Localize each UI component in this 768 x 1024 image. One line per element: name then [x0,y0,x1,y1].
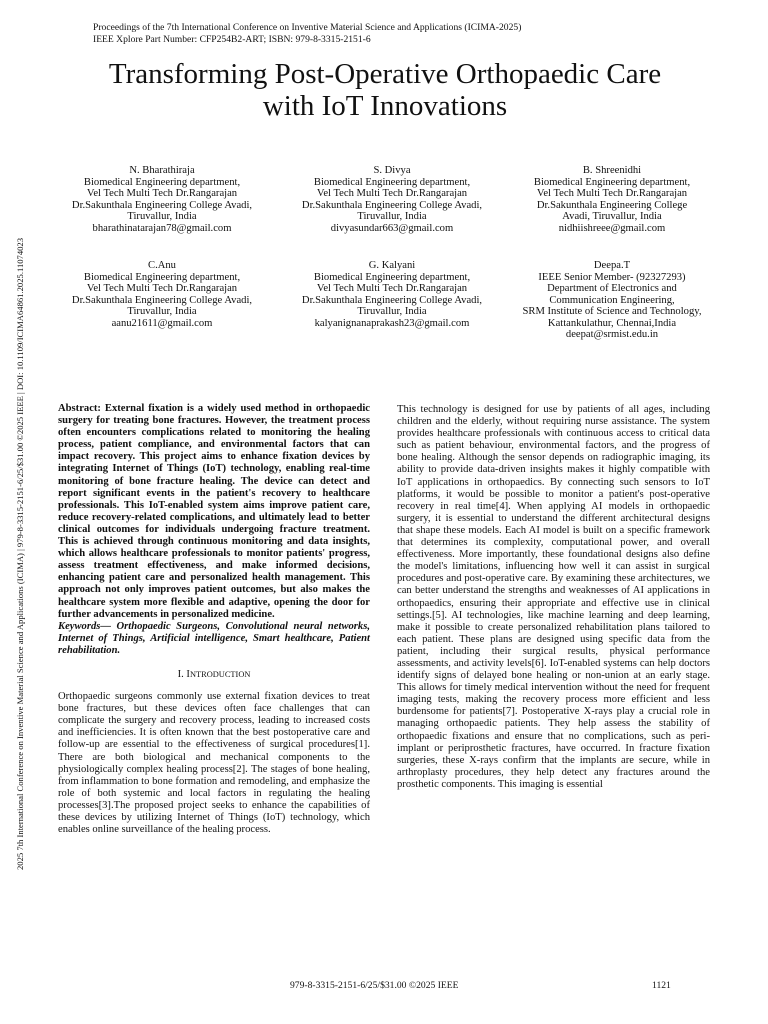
section-title-rest: NTRODUCTION [189,669,251,679]
author-affil: Vel Tech Multi Tech Dr.Rangarajan [86,188,238,199]
author-affil: Vel Tech Multi Tech Dr.Rangarajan [316,283,468,294]
author-dept: Biomedical Engineering department, [313,176,471,188]
author-location: Tiruvallur, India [127,211,197,222]
abstract: Abstract: External fixation is a widely used method in orthopaedic surgery for treating bone fractures. However, the treatment process often encounters complications related to monitoring the healing process, patient compliance, and environmental factors that can impact recovery. This project aims to enhance fixation devices by integrating Internet of Things (IoT) technology, enabling real-time monitoring of bone fracture healing. The device can detect and report significant events in the patient's recovery to healthcare professionals. This IoT-enabled system aims improve patient care, reduce recovery-related complications, and ultimately lead to better clinical outcomes for individuals undergoing fracture treatment. This is achieved through continuous monitoring and data insights, which allows healthcare professionals to monitor patients' progress, assess treatment effectiveness, and make informed decisions, enhancing patient care and personalized health management. This approach not only improves patient outcomes, but also makes the healthcare system more flexible and adaptive, opening the door for further advancements in personalized medicine. [58,403,370,620]
keywords: Keywords— Orthopaedic Surgeons, Convolutional neural networks, Internet of Things, Artificial intelligence, Smart healthcare, Patient rehabilitation. [58,620,370,656]
author-dept: Biomedical Engineering department, [313,271,471,283]
author-dept: Biomedical Engineering department, [533,176,691,188]
author-email: nidhiishreee@gmail.com [558,222,666,234]
section-heading-introduction [58,669,370,681]
author-email: aanu21611@gmail.com [111,317,213,329]
author-dept: Biomedical Engineering department, [83,271,241,283]
doi-sidebar: 2025 7th International Conference on Inventive Material Science and Applications (ICIMA) | 979-8-3315-2151-6/25/$31.00 ©2025 IEEE | DOI: 10.1109/ICIMA64861.2025.11074023 [15,237,25,870]
author-location: Tiruvallur, India [357,211,427,222]
author-affil: Dr.Sakunthala Engineering College [536,199,688,211]
right-column [397,404,710,791]
author-name: N. Bharathiraja [129,165,195,176]
author-location: Tiruvallur, India [127,306,197,317]
section-number: I. [177,668,184,680]
author-email: deepat@srmist.edu.in [565,329,659,340]
author-block [47,260,277,329]
header-line-2: IEEE Xplore Part Number: CFP254B2-ART; ISBN: 979-8-3315-2151-6 [93,34,371,45]
author-location: Avadi, Tiruvallur, India [562,211,662,222]
author-affil: SRM Institute of Science and Technology, [522,306,702,317]
header-line-1: Proceedings of the 7th International Conference on Inventive Material Science and Applications (ICIMA-2025) [93,22,522,33]
page-number: 1121 [652,980,671,991]
author-block [47,165,277,234]
author-affil: Vel Tech Multi Tech Dr.Rangarajan [86,283,238,294]
author-block [277,165,507,234]
author-affil: Dr.Sakunthala Engineering College Avadi, [301,294,483,306]
title-line-1: Transforming Post-Operative Orthopaedic Care [108,58,662,90]
title-line-2: with IoT Innovations [262,90,508,122]
author-block [497,165,727,234]
author-dept: Communication Engineering, [549,294,675,306]
paper-title [40,58,730,122]
author-email: kalyanignanaprakash23@gmail.com [314,317,470,329]
author-location: Kattankulathur, Chennai,India [547,317,677,329]
author-name: Deepa.T [593,260,631,271]
section-title-initial: I [186,668,190,680]
author-membership: IEEE Senior Member- (92327293) [538,271,686,283]
author-email: divyasundar663@gmail.com [330,222,454,234]
author-affil: Vel Tech Multi Tech Dr.Rangarajan [316,188,468,199]
proceedings-header [93,22,521,46]
author-affil: Dr.Sakunthala Engineering College Avadi, [71,294,253,306]
body-paragraph: This technology is designed for use by patients of all ages, including children and the elderly, without requiring nurse assistance. The system provides healthcare professionals with continuous access to critical data such as patient behaviour, environmental factors, and the progress of bone healing. Although the sensor depends on radiographic imaging, its ability to provide data-driven insights makes it highly compatible with IoT applications in orthopaedics. By connecting such sensors to IoT platforms, it would be possible to monitor a patient's post-operative recovery in real time[4]. When applying AI models in orthopaedic surgery, it is essential to understand the different architectural designs that shape these models. Each AI model is built on a specific framework that determines its complexity, computational power, and overall effectiveness. More importantly, these foundational designs also define the model's limitations, influencing how well it can assist in surgical procedures and post-operative care. By examining these architectures, we can better understand the strengths and weaknesses of AI applications in orthopaedics, ensuring their appropriate and effective use in clinical settings.[5]. AI technologies, like machine learning and deep learning, make it possible to create personalized rehabilitation plans tailored to each patient. These plans are designed using specific data from the patient, including their surgical results, physical performance assessments, and activity levels[6]. IoT-enabled systems can help doctors identify signs of delayed bone healing or non-union at an early stage. This allows for timely medical intervention without the need for frequent imaging tests, making the recovery process more efficient and less burdensome for patients[7]. Postoperative X-rays play a crucial role in managing orthopaedic patients. They help assess the stability of orthopaedic fixations and ensure that no complications, such as peri-implant or periprosthetic fractures, have occurred. In fracture fixation surgeries, these X-rays confirm that the implants are secure, while in arthroplasty procedures, they help detect any fractures around the prosthetic components. This imaging is essential [397,404,710,790]
left-column [58,403,370,836]
footer-copyright: 979-8-3315-2151-6/25/$31.00 ©2025 IEEE [290,980,459,991]
author-affil: Dr.Sakunthala Engineering College Avadi, [301,199,483,211]
author-name: G. Kalyani [368,260,416,271]
author-block [497,260,727,341]
author-location: Tiruvallur, India [357,306,427,317]
author-dept: Biomedical Engineering department, [83,176,241,188]
author-affil: Vel Tech Multi Tech Dr.Rangarajan [536,188,688,199]
author-affil: Dr.Sakunthala Engineering College Avadi, [71,199,253,211]
author-email: bharathinatarajan78@gmail.com [92,222,232,234]
author-dept: Department of Electronics and [547,283,677,294]
author-name: C.Anu [148,260,176,271]
author-name: S. Divya [373,165,411,176]
author-block [277,260,507,329]
author-name: B. Shreenidhi [582,165,642,176]
introduction-paragraph: Orthopaedic surgeons commonly use external fixation devices to treat bone fractures, but these devices often face challenges that can complicate the surgery and recovery process, leading to increased costs and inefficiencies. It is often known that the best postoperative care and follow-up are essential to the effectiveness of surgical procedures[1]. There are both biological and mechanical components to the physiologically complex healing process[2]. The stages of bone healing, from inflammation to bone formation and remodeling, and emphasize the role of both systemic and local factors in regulating the healing processes[3].The proposed project seeks to enhance the capabilities of these devices by utilizing Internet of Things (IoT) technology, which enables online surveillance of the healing process. [58,691,370,836]
section-title [186,669,250,680]
